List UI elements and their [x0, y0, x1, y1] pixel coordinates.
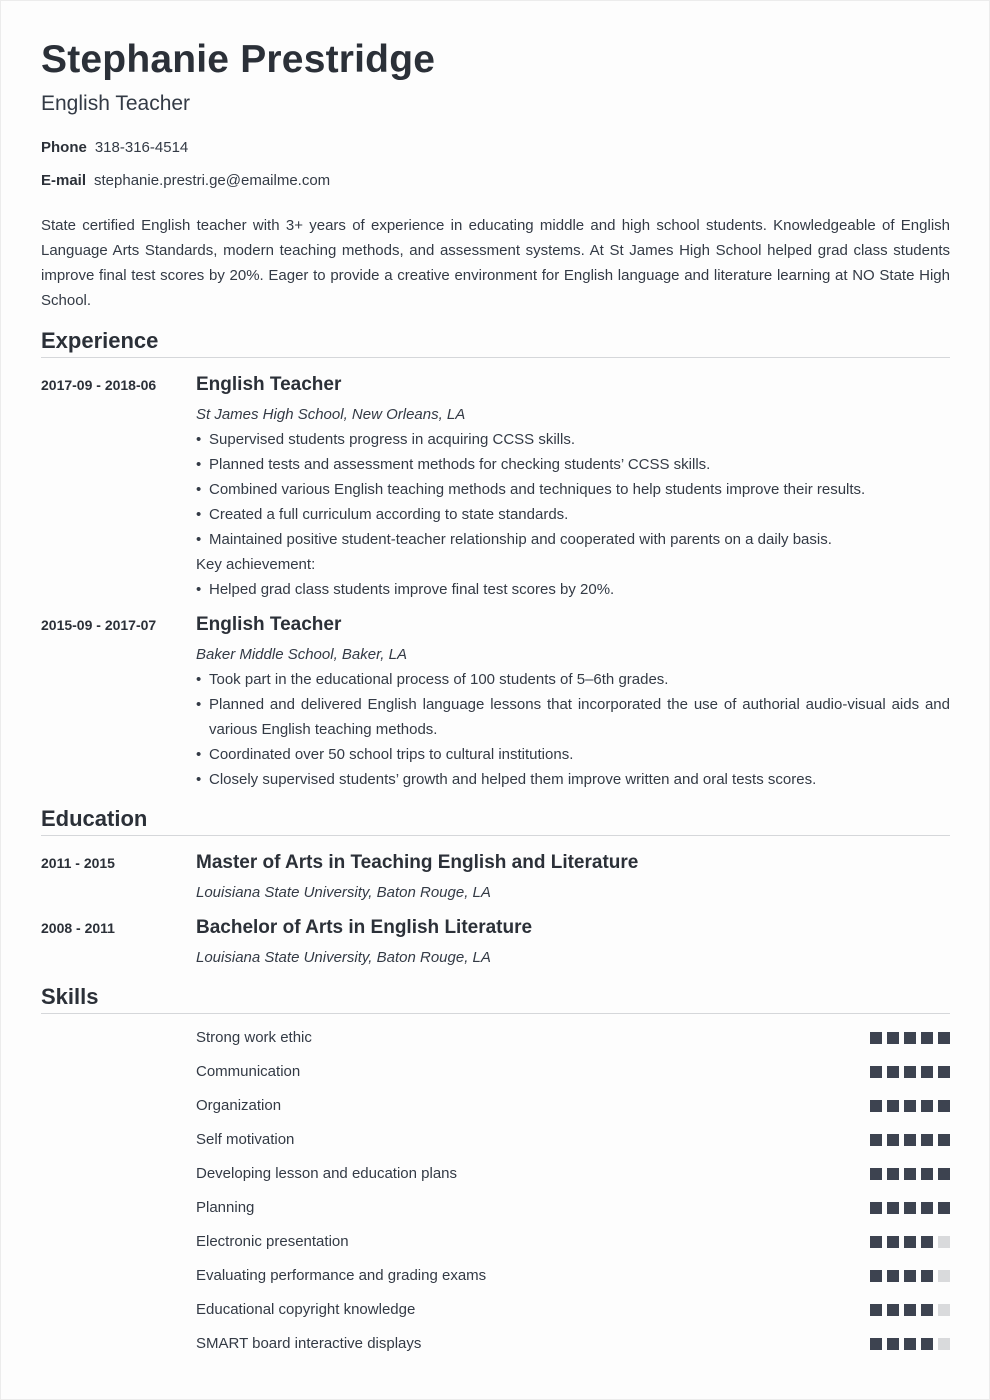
list-item: • Combined various English teaching methods and techniques to help students improve their results. [196, 481, 866, 498]
skill-name: Educational copyright knowledge [196, 1301, 416, 1318]
skill-rating [865, 1100, 950, 1112]
rating-square-filled [904, 1134, 916, 1146]
skill-rating [865, 1134, 950, 1146]
education-date: 2008 - 2011 [41, 920, 115, 936]
list-item: • Helped grad class students improve final test scores by 20%. [196, 581, 615, 598]
experience-bullets [196, 667, 950, 792]
education-body [196, 852, 950, 905]
rating-square-filled [887, 1304, 899, 1316]
rating-square-filled [870, 1134, 882, 1146]
rating-square-empty [938, 1270, 950, 1282]
education-date: 2011 - 2015 [41, 855, 115, 871]
skill-rating [865, 1202, 950, 1214]
email-value: stephanie.prestri.ge@emailme.com [94, 172, 331, 189]
rating-square-empty [938, 1304, 950, 1316]
rating-square-filled [938, 1168, 950, 1180]
education-degree: Master of Arts in Teaching English and Literature [196, 852, 639, 873]
rating-square-filled [870, 1100, 882, 1112]
rating-square-empty [938, 1338, 950, 1350]
candidate-role: English Teacher [41, 92, 191, 115]
skill-row [196, 1130, 950, 1150]
list-item: • Supervised students progress in acquiring CCSS skills. [196, 431, 575, 448]
rating-square-filled [938, 1066, 950, 1078]
experience-body [196, 614, 950, 792]
skill-rating [865, 1270, 950, 1282]
skill-rating [865, 1338, 950, 1350]
experience-title: English Teacher [196, 614, 342, 635]
skill-row [196, 1096, 950, 1116]
rating-square-filled [887, 1202, 899, 1214]
contact-phone [41, 139, 188, 156]
rating-square-filled [870, 1304, 882, 1316]
skill-name: Electronic presentation [196, 1233, 349, 1250]
rating-square-filled [921, 1168, 933, 1180]
rating-square-filled [904, 1100, 916, 1112]
education-heading: Education [41, 806, 950, 836]
rating-square-filled [887, 1032, 899, 1044]
rating-square-filled [887, 1236, 899, 1248]
skill-name: Communication [196, 1063, 301, 1080]
skill-row [196, 1232, 950, 1252]
rating-square-filled [870, 1338, 882, 1350]
skill-row [196, 1334, 950, 1354]
list-item: • Planned tests and assessment methods for checking students’ CCSS skills. [196, 456, 711, 473]
rating-square-filled [887, 1100, 899, 1112]
rating-square-filled [904, 1270, 916, 1282]
skill-rating [865, 1066, 950, 1078]
email-label: E-mail [41, 172, 87, 189]
rating-square-filled [904, 1202, 916, 1214]
rating-square-filled [921, 1032, 933, 1044]
professional-summary: State certified English teacher with 3+ years of experience in educating middle and high school students. Knowledgeable of English Language Arts Standards, modern teaching methods, and assessment systems. At St James High School helped grad class students improve final test scores by 20%. Eager to provide a creative environment for English language and literature learning at NO State High School. [41, 217, 950, 309]
skill-rating [865, 1236, 950, 1248]
rating-square-filled [887, 1338, 899, 1350]
list-item: • Coordinated over 50 school trips to cultural institutions. [196, 746, 574, 763]
experience-body [196, 374, 950, 602]
rating-square-filled [887, 1066, 899, 1078]
skill-name: SMART board interactive displays [196, 1335, 422, 1352]
education-degree: Bachelor of Arts in English Literature [196, 917, 533, 938]
skill-rating [865, 1032, 950, 1044]
rating-square-filled [904, 1168, 916, 1180]
experience-heading: Experience [41, 328, 950, 358]
rating-square-filled [870, 1168, 882, 1180]
experience-org: Baker Middle School, Baker, LA [196, 646, 407, 663]
skill-row [196, 1164, 950, 1184]
experience-date: 2015-09 - 2017-07 [41, 617, 157, 633]
skill-row [196, 1198, 950, 1218]
rating-square-filled [938, 1032, 950, 1044]
skill-name: Strong work ethic [196, 1029, 312, 1046]
rating-square-filled [921, 1270, 933, 1282]
rating-square-filled [870, 1066, 882, 1078]
rating-square-filled [921, 1338, 933, 1350]
skills-heading: Skills [41, 984, 950, 1014]
rating-square-filled [921, 1236, 933, 1248]
rating-square-filled [904, 1304, 916, 1316]
education-body [196, 917, 950, 970]
skill-name: Evaluating performance and grading exams [196, 1267, 487, 1284]
key-achievement-label: Key achievement: [196, 556, 316, 573]
rating-square-filled [870, 1270, 882, 1282]
experience-date: 2017-09 - 2018-06 [41, 377, 157, 393]
rating-square-filled [904, 1338, 916, 1350]
list-item: • Planned and delivered English language lessons that incorporated the use of authorial audio-visual aids and various English teaching methods. [196, 696, 950, 738]
candidate-name: Stephanie Prestridge [41, 38, 436, 81]
skill-row [196, 1062, 950, 1082]
skill-row [196, 1028, 950, 1048]
rating-square-filled [938, 1134, 950, 1146]
skill-name: Planning [196, 1199, 255, 1216]
rating-square-filled [921, 1134, 933, 1146]
list-item: • Took part in the educational process of 100 students of 5–6th grades. [196, 671, 669, 688]
rating-square-filled [921, 1202, 933, 1214]
rating-square-filled [887, 1168, 899, 1180]
rating-square-filled [870, 1202, 882, 1214]
phone-label: Phone [41, 139, 87, 156]
experience-title: English Teacher [196, 374, 342, 395]
rating-square-filled [904, 1236, 916, 1248]
rating-square-filled [887, 1134, 899, 1146]
rating-square-filled [938, 1202, 950, 1214]
contact-email [41, 172, 330, 189]
rating-square-filled [921, 1100, 933, 1112]
rating-square-filled [904, 1032, 916, 1044]
experience-org: St James High School, New Orleans, LA [196, 406, 466, 423]
skill-name: Developing lesson and education plans [196, 1165, 458, 1182]
list-item: • Created a full curriculum according to state standards. [196, 506, 569, 523]
education-school: Louisiana State University, Baton Rouge, LA [196, 884, 491, 901]
skill-name: Organization [196, 1097, 282, 1114]
experience-bullets [196, 427, 950, 552]
skill-row [196, 1300, 950, 1320]
rating-square-filled [870, 1032, 882, 1044]
skill-name: Self motivation [196, 1131, 295, 1148]
rating-square-empty [938, 1236, 950, 1248]
list-item: • Maintained positive student-teacher relationship and cooperated with parents on a daily basis. [196, 531, 832, 548]
list-item: • Closely supervised students’ growth and helped them improve written and oral tests scores. [196, 771, 817, 788]
skill-rating [865, 1168, 950, 1180]
skill-row [196, 1266, 950, 1286]
phone-value: 318-316-4514 [94, 139, 189, 156]
rating-square-filled [904, 1066, 916, 1078]
achievement-bullets [196, 577, 950, 602]
rating-square-filled [870, 1236, 882, 1248]
rating-square-filled [938, 1100, 950, 1112]
rating-square-filled [921, 1066, 933, 1078]
rating-square-filled [887, 1270, 899, 1282]
education-school: Louisiana State University, Baton Rouge, LA [196, 949, 491, 966]
rating-square-filled [921, 1304, 933, 1316]
skill-rating [865, 1304, 950, 1316]
